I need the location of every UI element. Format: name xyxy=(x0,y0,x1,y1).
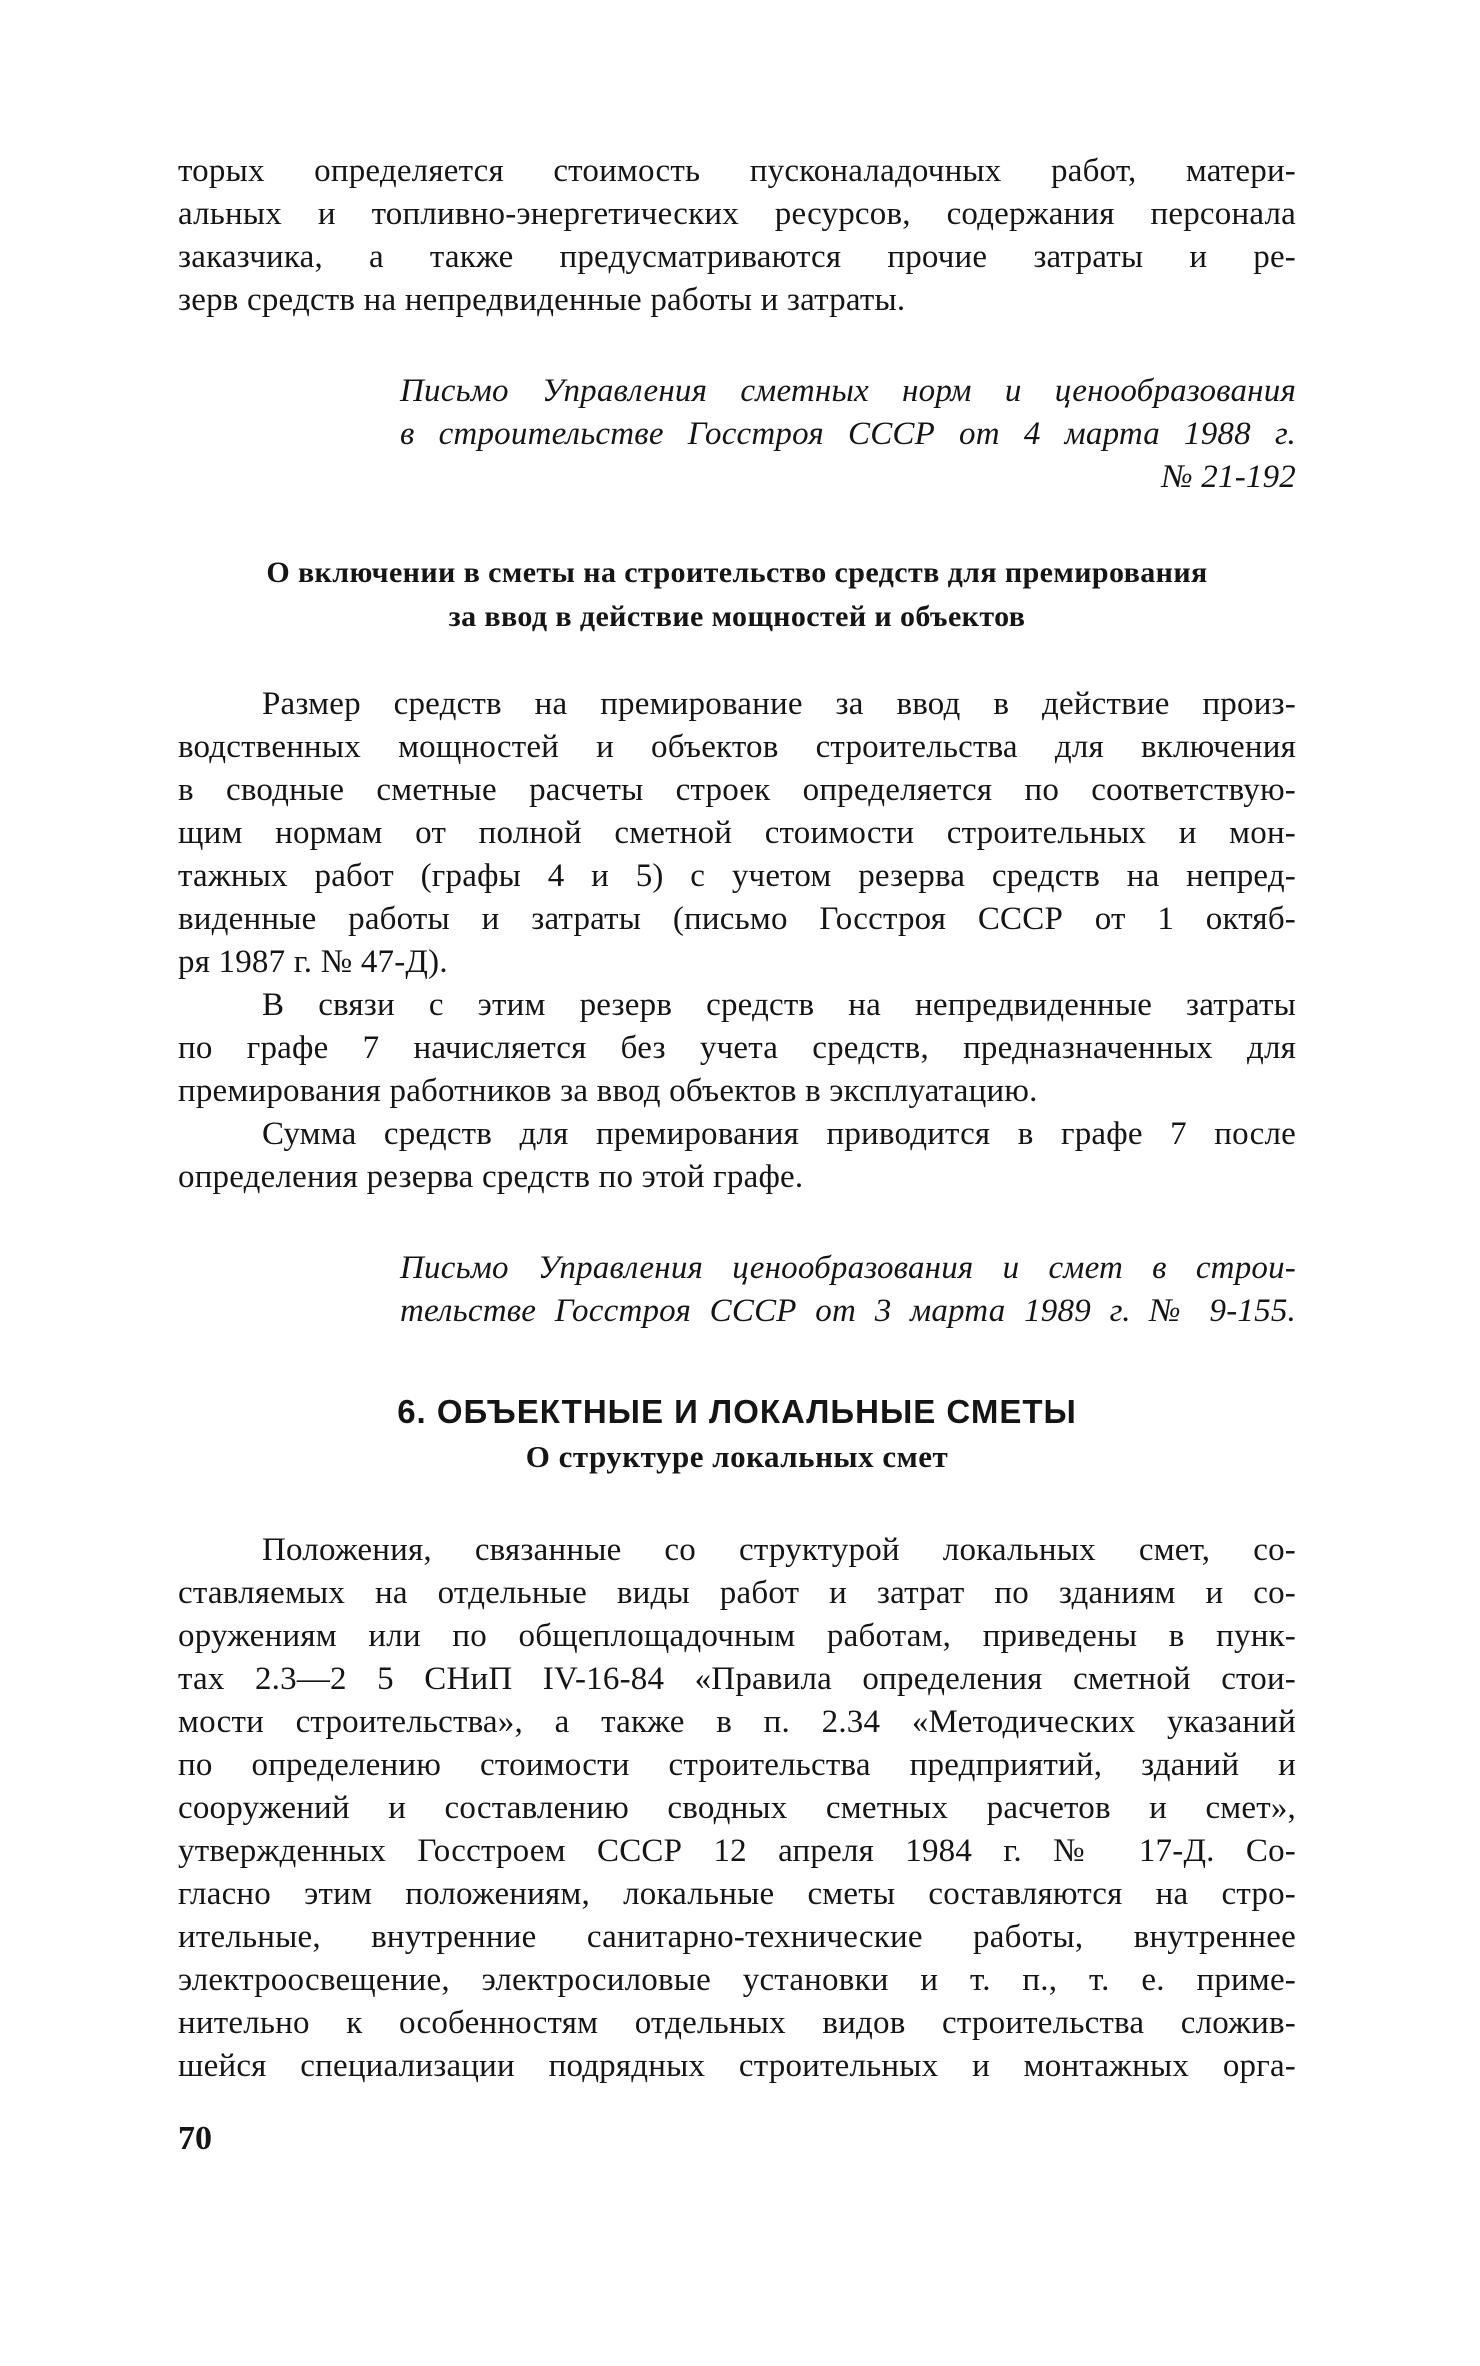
text-line: ря 1987 г. № 47-Д). xyxy=(178,944,448,980)
letter-line: Письмо Управления сметных норм и ценообразования xyxy=(400,373,1296,409)
paragraph-premium-3 xyxy=(178,1113,1296,1199)
text-line: виденные работы и затраты (письмо Госстроя СССР от 1 октяб- xyxy=(178,901,1296,937)
text-line: зерв средств на непредвиденные работы и затраты. xyxy=(178,282,906,318)
document-page xyxy=(178,150,1296,2088)
text-line: по определению стоимости строительства предприятий, зданий и xyxy=(178,1747,1296,1783)
text-line: торых определяется стоимость пусконаладочных работ, матери- xyxy=(178,153,1296,189)
text-line: тажных работ (графы 4 и 5) с учетом резерва средств на непред- xyxy=(178,858,1296,894)
text-line: нительно к особенностям отдельных видов строительства сложив- xyxy=(178,2005,1296,2041)
text-line: Сумма средств для премирования приводится в графе 7 после xyxy=(262,1116,1296,1152)
text-line: В связи с этим резерв средств на непредвиденные затраты xyxy=(262,987,1296,1023)
section-title: 6. ОБЪЕКТНЫЕ И ЛОКАЛЬНЫЕ СМЕТЫ xyxy=(397,1393,1077,1430)
letter-line: Письмо Управления ценообразования и смет в строи- xyxy=(400,1250,1296,1286)
heading-line: за ввод в действие мощностей и объектов xyxy=(448,600,1026,633)
text-line: по графе 7 начисляется без учета средств, предназначенных для xyxy=(178,1030,1296,1066)
text-line: альных и топливно-энергетических ресурсов, содержания персонала xyxy=(178,196,1296,232)
text-line: электроосвещение, электросиловые установки и т. п., т. е. приме- xyxy=(178,1962,1296,1998)
text-line: водственных мощностей и объектов строительства для включения xyxy=(178,729,1296,765)
section-subtitle: О структуре локальных смет xyxy=(525,1439,949,1474)
letter-line: в строительстве Госстроя СССР от 4 марта 1988 г. xyxy=(400,416,1296,452)
page-number: 70 xyxy=(178,2120,212,2157)
text-line: премирования работников за ввод объектов в эксплуатацию. xyxy=(178,1073,1038,1109)
text-line: заказчика, а также предусматриваются прочие затраты и ре- xyxy=(178,239,1296,275)
letter-reference-2 xyxy=(400,1247,1296,1333)
letter-number: № 21-192 xyxy=(1161,459,1296,495)
paragraph-continuation xyxy=(178,150,1296,322)
text-line: ительные, внутренние санитарно-технические работы, внутреннее xyxy=(178,1919,1296,1955)
text-line: тах 2.3—2 5 СНиП IV-16-84 «Правила определения сметной стои- xyxy=(178,1661,1296,1697)
text-line: утвержденных Госстроем СССР 12 апреля 1984 г. № 17-Д. Со- xyxy=(178,1833,1296,1869)
paragraph-local-estimates xyxy=(178,1529,1296,2088)
text-line: Положения, связанные со структурой локальных смет, со- xyxy=(262,1532,1296,1568)
text-line: Размер средств на премирование за ввод в действие произ- xyxy=(262,686,1296,722)
text-line: шейся специализации подрядных строительных и монтажных орга- xyxy=(178,2048,1296,2084)
heading-line: О включении в сметы на строительство средств для премирования xyxy=(266,556,1208,589)
text-line: мости строительства», а также в п. 2.34 «Методических указаний xyxy=(178,1704,1296,1740)
text-line: ставляемых на отдельные виды работ и затрат по зданиям и со- xyxy=(178,1575,1296,1611)
text-line: определения резерва средств по этой графе. xyxy=(178,1159,804,1195)
text-line: щим нормам от полной сметной стоимости строительных и мон- xyxy=(178,815,1296,851)
paragraph-premium-1 xyxy=(178,683,1296,984)
text-line: сооружений и составлению сводных сметных расчетов и смет», xyxy=(178,1790,1296,1826)
section-heading-premium xyxy=(178,551,1296,639)
text-line: в сводные сметные расчеты строек определяется по соответствую- xyxy=(178,772,1296,808)
letter-line: тельстве Госстроя СССР от 3 марта 1989 г. № 9-155. xyxy=(400,1293,1296,1329)
text-line: оружениям или по общеплощадочным работам, приведены в пунк- xyxy=(178,1618,1296,1654)
paragraph-premium-2 xyxy=(178,984,1296,1113)
letter-reference-1 xyxy=(400,370,1296,499)
text-line: гласно этим положениям, локальные сметы составляются на стро- xyxy=(178,1876,1296,1912)
